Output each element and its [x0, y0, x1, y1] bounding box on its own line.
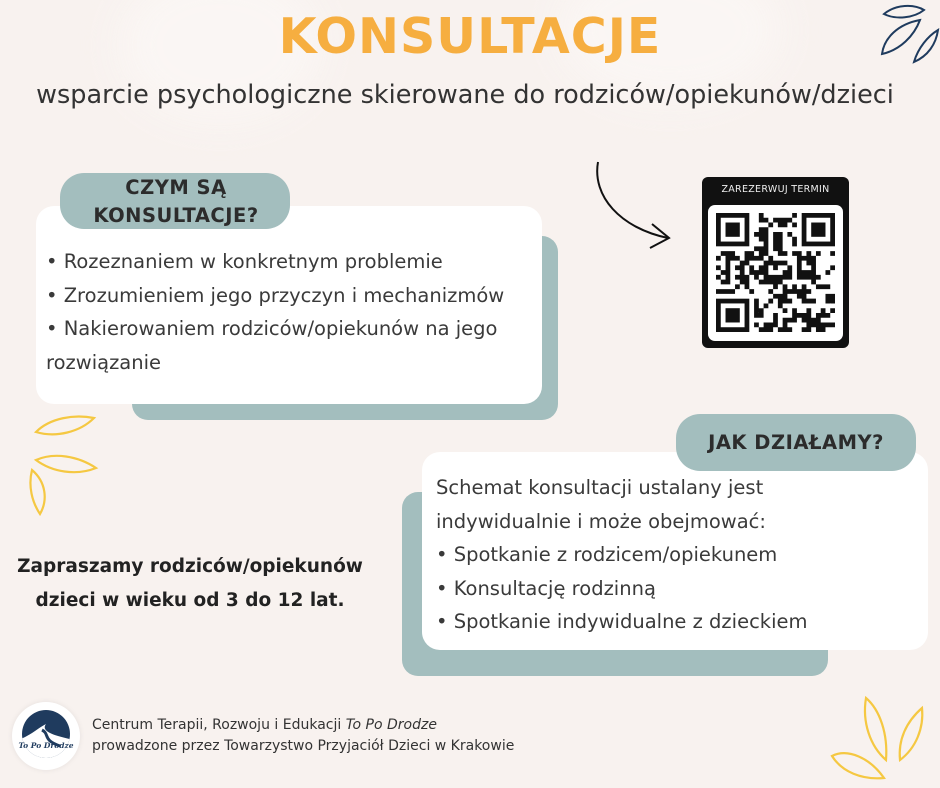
section-heading-line: CZYM SĄ: [125, 176, 227, 199]
list-item: • Spotkanie z rodzicem/opiekunem: [436, 543, 778, 566]
how-we-work-list: [436, 471, 926, 639]
footer-line: [92, 715, 514, 736]
list-item: rozwiązanie: [46, 350, 162, 374]
logo-emblem-icon: [16, 706, 76, 766]
leaf-decoration-icon: [826, 694, 932, 784]
list-item: • Rozeznaniem w konkretnym problemie: [46, 250, 443, 273]
qr-finder-pattern: [802, 213, 835, 246]
list-item: Schemat konsultacji ustalany jest: [436, 476, 764, 499]
list-item: • Konsultację rodzinną: [436, 576, 656, 600]
footer-org-brand: To Po Drodze: [345, 717, 437, 733]
qr-code-icon[interactable]: [716, 213, 835, 333]
qr-finder-pattern: [716, 213, 749, 246]
section-heading: [72, 174, 280, 230]
qr-finder-pattern: [716, 299, 749, 332]
list-item: • Zrozumieniem jego przyczyn i mechanizmów: [46, 283, 505, 307]
invitation-line: dzieci w wieku od 3 do 12 lat.: [35, 590, 345, 611]
leaf-decoration-icon: [14, 410, 106, 516]
section-heading: JAK DZIAŁAMY?: [708, 431, 884, 454]
invitation-text: [8, 550, 372, 618]
consultations-list: [46, 245, 536, 379]
page-subtitle: wsparcie psychologiczne skierowane do rodziców/opiekunów/dzieci: [36, 80, 894, 110]
list-item: • Nakierowaniem rodziców/opiekunów na jego: [46, 317, 498, 340]
footer-line: prowadzone przez Towarzystwo Przyjaciół Dzieci w Krakowie: [92, 738, 515, 754]
footer-text: [92, 715, 514, 757]
section-heading-line: KONSULTACJE?: [93, 204, 259, 227]
page-title: KONSULTACJE: [278, 8, 662, 65]
list-item: indywidualnie i może obejmować:: [436, 509, 766, 533]
qr-label: ZAREZERWUJ TERMIN: [721, 184, 830, 195]
logo-text: To Po Drodze: [18, 741, 74, 750]
list-item: • Spotkanie indywidualne z dzieckiem: [436, 610, 808, 633]
footer-org-name: Centrum Terapii, Rozwoju i Edukacji: [92, 717, 346, 733]
arrow-icon: [590, 158, 680, 254]
invitation-line: Zapraszamy rodziców/opiekunów: [17, 556, 363, 577]
